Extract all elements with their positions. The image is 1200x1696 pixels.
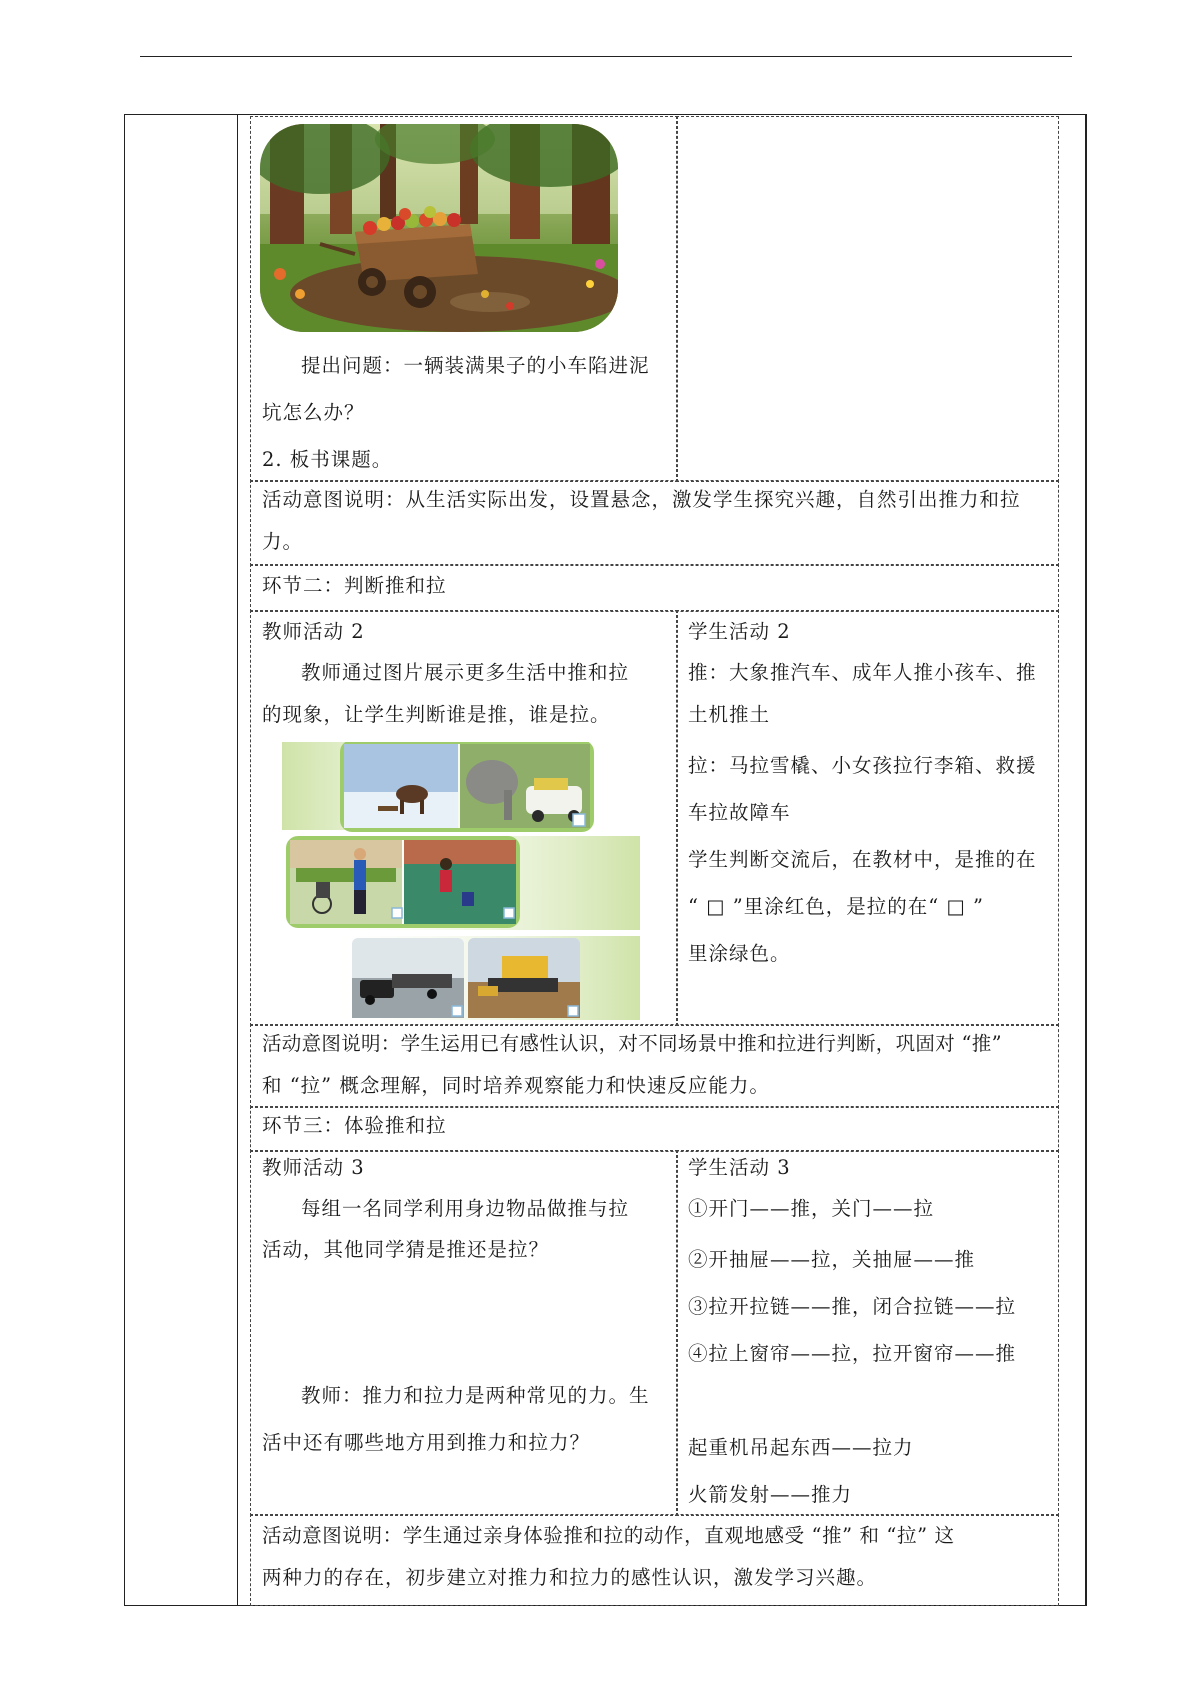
teacher-2-line-2: 的现象，让学生判断谁是推，谁是拉。 [262,703,611,726]
activity-item-1: ①开门——推，关门——拉 [688,1197,935,1220]
table-divider-right [1085,115,1086,1605]
intent-3-line-2: 两种力的存在，初步建立对推力和拉力的感性认识，激发学习兴趣。 [262,1566,878,1589]
intent-2-line-1: 活动意图说明：学生运用已有感性认识，对不同场景中推和拉进行判断，巩固对 “推” [262,1032,1002,1055]
judge-line-2: “ □ ”里涂红色，是拉的在“ □ ” [688,895,985,918]
cart-scene-image [260,124,618,332]
intent-1-line-2: 力。 [262,530,304,553]
push-pull-collage [282,742,640,1020]
intent-2-line-2: 和 “拉” 概念理解，同时培养观察能力和快速反应能力。 [262,1074,770,1097]
example-rocket: 火箭发射——推力 [688,1483,853,1506]
board-title-step: 2. 板书课题。 [262,448,393,471]
teacher-activity-3-title: 教师活动 3 [262,1156,365,1179]
teacher-3-line-4: 活中还有哪些地方用到推力和拉力？ [262,1431,591,1454]
push-line-2: 土机推土 [688,703,771,726]
judge-line-3: 里涂绿色。 [688,942,791,965]
teacher-3-line-1: 每组一名同学利用身边物品做推与拉 [301,1197,630,1220]
activity-item-3: ③拉开拉链——推，闭合拉链——拉 [688,1295,1017,1318]
student-activity-3-title: 学生活动 3 [688,1156,791,1179]
intent-1-line-1: 活动意图说明：从生活实际出发，设置悬念，激发学生探究兴趣，自然引出推力和拉 [262,488,1021,511]
table-divider-left [237,115,238,1605]
section-2-heading: 环节二：判断推和拉 [262,574,447,597]
student-activity-2-title: 学生活动 2 [688,620,791,643]
teacher-3-line-2: 活动，其他同学猜是推还是拉？ [262,1238,550,1261]
intent-3-line-1: 活动意图说明：学生通过亲身体验推和拉的动作，直观地感受 “推” 和 “拉” 这 [262,1524,955,1547]
pull-line-2: 车拉故障车 [688,801,791,824]
push-line-1: 推：大象推汽车、成年人推小孩车、推 [688,661,1037,684]
activity-item-2: ②开抽屉——拉，关抽屉——推 [688,1248,976,1271]
activity-item-4: ④拉上窗帘——拉，拉开窗帘——推 [688,1342,1017,1365]
question-line-2: 坑怎么办？ [262,401,365,424]
header-rule [140,56,1072,57]
pull-line-1: 拉：马拉雪橇、小女孩拉行李箱、救援 [688,754,1037,777]
student-cell-1 [676,116,1059,482]
example-crane: 起重机吊起东西——拉力 [688,1436,914,1459]
teacher-3-line-3: 教师：推力和拉力是两种常见的力。生 [301,1384,650,1407]
teacher-2-line-1: 教师通过图片展示更多生活中推和拉 [301,661,630,684]
question-line-1: 提出问题：一辆装满果子的小车陷进泥 [301,354,650,377]
section-3-heading: 环节三：体验推和拉 [262,1114,447,1137]
judge-line-1: 学生判断交流后，在教材中，是推的在 [688,848,1037,871]
teacher-activity-2-title: 教师活动 2 [262,620,365,643]
